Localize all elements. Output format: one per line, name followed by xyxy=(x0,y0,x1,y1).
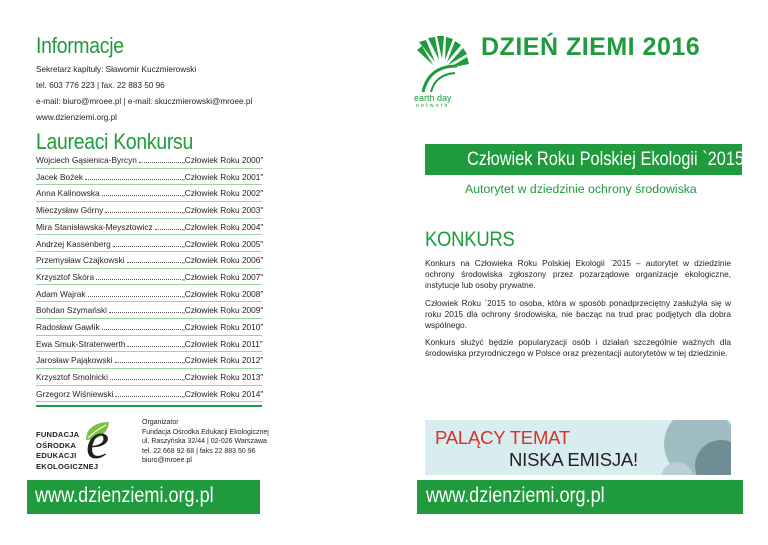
winner-name: Mieczysław Górny xyxy=(36,205,104,216)
event-title: DZIEŃ ZIEMI 2016 xyxy=(481,33,701,61)
logo-line: EKOLOGICZNEJ xyxy=(36,461,99,471)
konkurs-paragraph: Człowiek Roku `2015 to osoba, która w sposób ponadprzeciętny zasłużyła się w roku 2015 dla ochrony środowiska, nie bacząc na trud prac podjętych dla dobra wspólnego. xyxy=(425,298,731,331)
winner-name: Adam Wajrak xyxy=(36,288,86,299)
list-item xyxy=(36,155,268,165)
row-divider xyxy=(36,218,262,219)
winner-name: Jarosław Pająkowski xyxy=(36,355,113,366)
row-divider xyxy=(36,268,262,269)
dot-leader xyxy=(110,379,181,380)
secretary-line: Sekretarz kapituły: Sławomir Kuczmierowski xyxy=(36,65,197,74)
organizer-address: ul. Raszyńska 32/44 | 02-026 Warszawa xyxy=(142,438,267,446)
winner-name: Krzysztof Smolnicki xyxy=(36,372,108,383)
winner-title: „Człowiek Roku 2007" xyxy=(182,271,264,282)
dot-leader xyxy=(102,329,181,330)
dot-leader xyxy=(115,396,181,397)
logo-line: OŚRODKA xyxy=(36,440,77,450)
row-divider xyxy=(36,234,262,235)
konkurs-heading: KONKURS xyxy=(425,228,515,251)
winner-title: „Człowiek Roku 2014" xyxy=(182,388,264,399)
row-divider xyxy=(36,184,262,185)
footer-bar-left xyxy=(27,480,260,514)
list-item xyxy=(36,355,268,365)
dot-leader xyxy=(88,296,182,297)
winner-title: „Człowiek Roku 2009" xyxy=(182,305,264,316)
row-divider xyxy=(36,318,262,319)
winner-title: „Człowiek Roku 2001" xyxy=(182,171,264,182)
emission-banner xyxy=(425,420,731,475)
winner-title: „Człowiek Roku 2003" xyxy=(182,205,264,216)
banner-line-2: NISKA EMISJA! xyxy=(509,449,638,470)
winner-name: Bohdan Szymański xyxy=(36,305,108,316)
winner-title: „Człowiek Roku 2013" xyxy=(182,372,264,383)
dot-leader xyxy=(155,229,181,230)
dot-leader xyxy=(96,279,181,280)
winner-title: „Człowiek Roku 2004" xyxy=(182,221,264,232)
winner-name: Krzysztof Skóra xyxy=(36,271,95,282)
contact-info xyxy=(36,62,252,126)
banner-line-1: PALĄCY TEMAT xyxy=(435,427,571,448)
earth-day-network-text: network xyxy=(416,103,450,109)
konkurs-paragraph: Konkurs na Człowieka Roku Polskiej Ekologii `2015 – autorytet w dziedzinie ochrony środowiska zgłoszony przez pozarządowe organizacje ekologiczne, instytucje lub osoby prywatne. xyxy=(425,258,731,291)
row-divider xyxy=(36,335,262,336)
winners-heading: Laureaci Konkursu xyxy=(36,129,193,154)
row-divider xyxy=(36,351,262,352)
winner-title: „Człowiek Roku 2011" xyxy=(182,338,263,349)
list-item xyxy=(36,255,268,265)
award-title: Człowiek Roku Polskiej Ekologii `2015 xyxy=(467,149,745,170)
list-item xyxy=(36,222,268,232)
winner-title: „Człowiek Roku 2012" xyxy=(182,355,264,366)
phone-line: tel. 603 776 223 | fax. 22 883 50 96 xyxy=(36,81,165,90)
footer-bar-right xyxy=(417,480,743,514)
list-item xyxy=(36,172,268,182)
dot-leader xyxy=(85,179,181,180)
winner-title: „Człowiek Roku 2008" xyxy=(182,288,264,299)
winner-title: „Człowiek Roku 2006" xyxy=(182,255,264,266)
winner-name: Przemysław Czajkowski xyxy=(36,255,125,266)
email-line: e-mail: biuro@mroee.pl | e-mail: skuczmierowski@mroee.pl xyxy=(36,97,253,106)
winner-name: Jacek Bożek xyxy=(36,171,84,182)
list-item xyxy=(36,289,268,299)
list-item xyxy=(36,322,268,332)
logo-line: FUNDACJA xyxy=(36,430,80,439)
row-divider xyxy=(36,284,262,285)
list-item xyxy=(36,389,268,399)
row-divider xyxy=(36,368,262,369)
winner-name: Mira Stanisławska-Meysztowicz xyxy=(36,221,153,232)
winner-name: Andrzej Kassenberg xyxy=(36,238,111,249)
organizer-phone: tel. 22 668 92 68 | faks 22 883 50 96 xyxy=(142,447,256,455)
row-divider xyxy=(36,385,262,386)
earth-day-logo-icon xyxy=(417,36,469,94)
konkurs-paragraph: Konkurs służyć będzie popularyzacji osób i działań szczególnie ważnych dla środowiska przyrodniczego w Polsce oraz prezentacji autorytetów w tej dziedzinie. xyxy=(425,337,731,359)
info-heading: Informacje xyxy=(36,33,124,58)
footer-url-right[interactable]: www.dzienziemi.org.pl xyxy=(426,484,605,507)
row-divider xyxy=(36,301,262,302)
dot-leader xyxy=(139,162,181,163)
winner-name: Anna Kalinowska xyxy=(36,188,100,199)
winner-name: Radosław Gawlik xyxy=(36,322,100,332)
organizer-label: Organizator xyxy=(142,419,179,426)
list-item xyxy=(36,305,268,315)
winner-title: „Człowiek Roku 2002" xyxy=(182,188,264,199)
list-item xyxy=(36,188,268,198)
divider xyxy=(36,405,262,407)
dot-leader xyxy=(109,312,181,313)
foundation-logo-letter: e xyxy=(86,413,110,470)
footer-url-left[interactable]: www.dzienziemi.org.pl xyxy=(35,484,214,507)
dot-leader xyxy=(127,262,181,263)
organizer-name: Fundacja Ośrodka Edukacji Ekologicznej xyxy=(142,428,269,436)
row-divider xyxy=(36,201,262,202)
row-divider xyxy=(36,251,262,252)
list-item xyxy=(36,339,268,349)
award-subtitle: Autorytet w dziedzinie ochrony środowiska xyxy=(465,182,697,196)
list-item xyxy=(36,272,268,282)
winner-name: Ewa Smuk-Stratenwerth xyxy=(36,338,126,349)
organizer-block xyxy=(142,418,269,466)
organizer-email: biuro@mroee.pl xyxy=(142,457,192,465)
dot-leader xyxy=(115,362,181,363)
list-item xyxy=(36,205,268,215)
logo-line: EDUKACJI xyxy=(36,451,77,460)
row-divider xyxy=(36,401,262,402)
dot-leader xyxy=(102,195,181,196)
dot-leader xyxy=(127,346,181,347)
winner-title: „Człowiek Roku 2010" xyxy=(182,322,264,332)
earth-day-text: earth day xyxy=(414,93,452,103)
dot-leader xyxy=(105,212,181,213)
list-item xyxy=(36,239,268,249)
winner-title: „Człowiek Roku 2005" xyxy=(182,238,264,249)
row-divider xyxy=(36,168,262,169)
list-item xyxy=(36,372,268,382)
winner-title: „Człowiek Roku 2000" xyxy=(182,155,264,165)
winner-name: Wojciech Gąsienica-Byrcyn xyxy=(36,155,137,165)
website-line: www.dzienziemi.org.pl xyxy=(36,113,117,122)
dot-leader xyxy=(113,246,181,247)
winner-name: Grzegorz Wiśniewski xyxy=(36,388,114,399)
award-title-bar xyxy=(425,144,745,175)
